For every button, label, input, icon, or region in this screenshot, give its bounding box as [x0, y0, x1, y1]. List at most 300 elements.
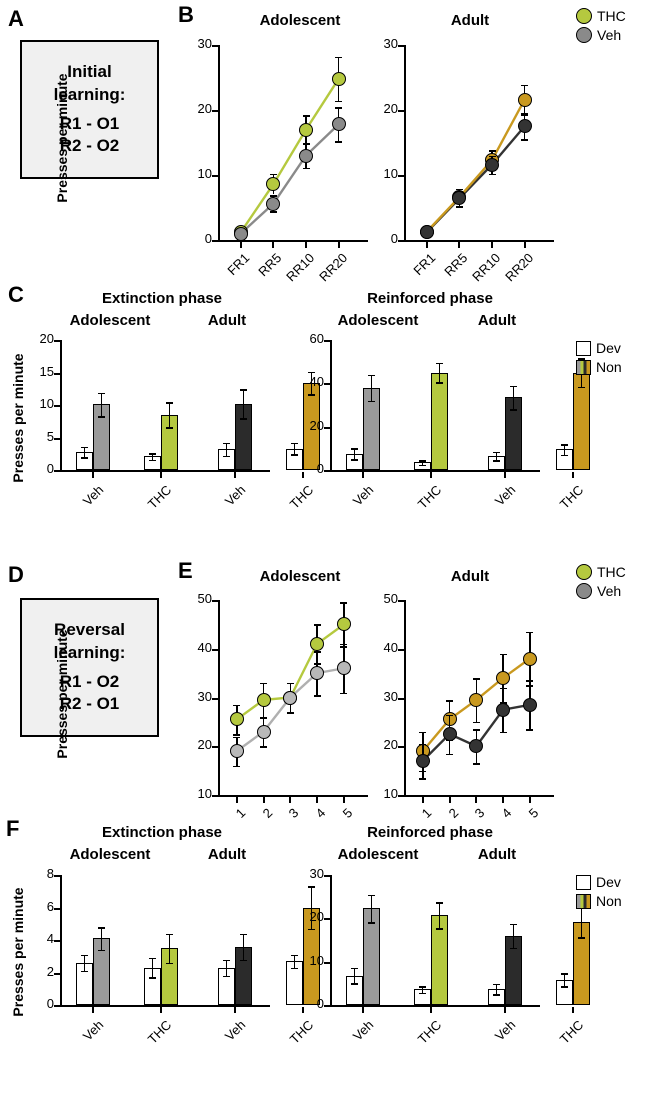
data-point: [337, 661, 351, 675]
x-tick: [475, 797, 477, 803]
y-tick: [54, 405, 60, 407]
y-tick: [212, 45, 218, 47]
x-tick-label: 2: [445, 805, 461, 821]
y-axis: [60, 875, 62, 1007]
x-tick: [305, 242, 307, 248]
x-tick-label: FR1: [224, 250, 253, 279]
x-tick: [92, 472, 94, 478]
error-bar-cap-top: [314, 624, 321, 626]
y-axis: [60, 340, 62, 472]
error-bar-cap-bottom: [473, 722, 480, 724]
data-point: [283, 691, 297, 705]
x-tick-label: RR20: [501, 250, 536, 285]
box-line-4: R2 - O1: [59, 694, 120, 714]
x-tick: [504, 472, 506, 478]
error-bar: [439, 902, 441, 928]
y-tick-label: 20: [197, 737, 212, 753]
error-bar-cap-top: [510, 386, 517, 388]
panel-f-group-adolescent-1: Adolescent: [69, 846, 151, 863]
error-bar-cap-top: [419, 986, 426, 988]
y-tick-label: 40: [383, 639, 398, 655]
legend-label-veh: Veh: [597, 583, 622, 599]
x-tick-label: Veh: [349, 482, 377, 509]
data-point: [523, 652, 537, 666]
x-tick: [289, 797, 291, 803]
error-bar: [371, 375, 373, 401]
y-tick-label: 10: [383, 786, 398, 801]
y-tick: [324, 1005, 330, 1007]
panel-letter-f: F: [6, 816, 20, 841]
x-tick-label: 4: [312, 805, 329, 821]
y-tick: [54, 875, 60, 877]
x-tick-label: Veh: [79, 482, 107, 509]
x-tick: [458, 242, 460, 248]
x-tick: [343, 797, 345, 803]
y-tick-label: 6: [46, 898, 54, 914]
error-bar-cap-bottom: [81, 457, 88, 459]
y-tick-label: 4: [46, 931, 54, 946]
y-tick-label: 40: [309, 374, 324, 390]
y-tick-label: 30: [309, 866, 324, 881]
x-tick-label: Veh: [221, 482, 249, 509]
y-tick: [324, 918, 330, 920]
panel-f-group-adult-2: Adult: [477, 846, 517, 863]
y-tick: [212, 649, 218, 651]
error-bar-cap-bottom: [149, 460, 156, 462]
y-tick: [324, 875, 330, 877]
error-bar-cap-top: [81, 955, 88, 957]
y-tick-label: 30: [383, 36, 398, 51]
error-bar: [101, 927, 103, 950]
error-bar-cap-bottom: [340, 693, 347, 695]
y-tick-label: 5: [46, 428, 54, 444]
error-bar-cap-top: [446, 715, 453, 717]
error-bar-cap-top: [260, 717, 267, 719]
error-bar: [226, 960, 228, 976]
legend-label-thc: THC: [597, 564, 626, 580]
legend-item-thc: [576, 564, 626, 580]
data-point: [266, 177, 280, 191]
legend-dot-thc-icon: [576, 564, 592, 580]
y-tick: [324, 340, 330, 342]
panel-c-group-adult-2: Adult: [477, 312, 517, 329]
data-point: [469, 739, 483, 753]
error-bar-cap-top: [493, 984, 500, 986]
data-point: [469, 693, 483, 707]
x-tick: [430, 472, 432, 478]
y-tick-label: 15: [39, 363, 54, 379]
x-axis: [218, 795, 368, 797]
x-tick: [92, 1007, 94, 1013]
data-point: [299, 123, 313, 137]
legend-dot-veh-icon: [576, 27, 592, 43]
error-bar-cap-top: [368, 375, 375, 377]
x-tick-label: Veh: [491, 1017, 519, 1044]
data-point: [332, 72, 346, 86]
y-tick: [324, 470, 330, 472]
error-bar-cap-bottom: [335, 141, 342, 143]
error-bar: [513, 924, 515, 948]
box-line-4: R2 - O2: [59, 136, 120, 156]
error-bar-cap-bottom: [368, 401, 375, 403]
y-axis: [218, 45, 220, 242]
data-point: [518, 93, 532, 107]
x-tick-label: THC: [414, 482, 445, 512]
panel-f-group-adolescent-2: Adolescent: [337, 846, 419, 863]
x-tick-label: 5: [339, 805, 356, 821]
data-point: [337, 617, 351, 631]
panel-b-legend: [576, 8, 626, 46]
x-tick-label: THC: [414, 1017, 445, 1047]
x-tick: [449, 797, 451, 803]
error-bar-cap-top: [419, 460, 426, 462]
x-tick: [338, 242, 340, 248]
y-tick-label: 0: [46, 461, 54, 476]
data-point: [518, 119, 532, 133]
error-bar-cap-bottom: [526, 729, 533, 731]
error-bar-cap-bottom: [308, 394, 315, 396]
error-bar-cap-top: [260, 683, 267, 685]
y-axis: [218, 600, 220, 797]
data-point: [257, 725, 271, 739]
error-bar: [226, 443, 228, 456]
error-bar: [354, 448, 356, 459]
error-bar: [101, 393, 103, 416]
error-bar-cap-top: [446, 700, 453, 702]
y-tick: [54, 940, 60, 942]
y-axis: [404, 45, 406, 242]
y-tick-label: 50: [197, 591, 212, 606]
x-tick-label: RR10: [283, 250, 318, 285]
y-tick: [54, 1005, 60, 1007]
error-bar-cap-bottom: [419, 778, 426, 780]
legend-item-dev: [576, 874, 622, 890]
error-bar-cap-top: [314, 651, 321, 653]
x-tick-label: 5: [525, 805, 542, 821]
legend-label-veh: Veh: [597, 27, 622, 43]
error-bar-cap-bottom: [368, 922, 375, 924]
y-tick: [54, 340, 60, 342]
legend-swatch-dev-icon: [576, 875, 591, 890]
error-bar-cap-top: [436, 902, 443, 904]
y-tick-label: 20: [309, 909, 324, 925]
y-tick-label: 8: [46, 866, 54, 881]
y-tick-label: 20: [383, 737, 398, 753]
panel-b-title-adolescent: Adolescent: [259, 12, 341, 29]
error-bar-cap-top: [489, 156, 496, 158]
error-bar-cap-bottom: [270, 211, 277, 213]
data-point: [420, 225, 434, 239]
error-bar: [169, 934, 171, 963]
error-bar-cap-bottom: [223, 456, 230, 458]
error-bar: [243, 934, 245, 960]
legend-item-non: [576, 359, 622, 375]
panel-c-group-adolescent-2: Adolescent: [337, 312, 419, 329]
error-bar-cap-top: [500, 654, 507, 656]
legend-dot-thc-icon: [576, 8, 592, 24]
error-bar: [513, 386, 515, 410]
box-line-2: learning:: [53, 84, 126, 104]
panel-f-extinction-title: Extinction phase: [101, 824, 223, 841]
panel-letter-a: A: [8, 6, 24, 31]
error-bar-cap-bottom: [335, 101, 342, 103]
y-tick-label: 0: [316, 996, 324, 1011]
y-tick-label: 10: [309, 952, 324, 968]
y-tick-label: 40: [197, 639, 212, 655]
y-tick: [398, 698, 404, 700]
error-bar: [294, 443, 296, 455]
y-axis: [330, 875, 332, 1007]
panel-c-reinforced-title: Reinforced phase: [367, 290, 493, 307]
y-tick: [54, 470, 60, 472]
error-bar-cap-top: [287, 683, 294, 685]
y-tick-label: 20: [383, 101, 398, 116]
data-point: [310, 637, 324, 651]
y-tick: [212, 110, 218, 112]
bar: [431, 373, 448, 471]
x-tick: [236, 797, 238, 803]
error-bar-cap-bottom: [473, 763, 480, 765]
error-bar: [243, 389, 245, 418]
y-tick: [54, 373, 60, 375]
error-bar-cap-top: [561, 444, 568, 446]
x-tick-label: Veh: [79, 1017, 107, 1044]
error-bar-cap-top: [223, 443, 230, 445]
legend-swatch-dev-icon: [576, 341, 591, 356]
error-bar-cap-top: [308, 886, 315, 888]
x-tick: [362, 472, 364, 478]
data-point: [416, 754, 430, 768]
error-bar-cap-bottom: [98, 950, 105, 952]
x-tick: [572, 1007, 574, 1013]
error-bar-cap-bottom: [233, 766, 240, 768]
legend-item-veh: [576, 583, 626, 599]
error-bar-cap-bottom: [446, 754, 453, 756]
error-bar-cap-top: [340, 644, 347, 646]
panel-c-legend: [576, 340, 622, 378]
data-point: [266, 197, 280, 211]
x-tick: [572, 472, 574, 478]
x-tick: [240, 242, 242, 248]
error-bar: [169, 402, 171, 427]
error-bar-cap-bottom: [489, 174, 496, 176]
data-point: [452, 191, 466, 205]
x-tick: [422, 797, 424, 803]
x-tick: [272, 242, 274, 248]
legend-label-dev: Dev: [596, 874, 621, 890]
error-bar-cap-top: [240, 389, 247, 391]
x-tick-label: 3: [285, 805, 302, 821]
data-point: [485, 158, 499, 172]
error-bar-cap-top: [561, 973, 568, 975]
error-bar-cap-top: [510, 924, 517, 926]
error-bar-cap-top: [473, 678, 480, 680]
x-tick-label: RR10: [469, 250, 504, 285]
error-bar-cap-top: [351, 968, 358, 970]
error-bar-cap-top: [521, 113, 528, 115]
error-bar-cap-top: [521, 85, 528, 87]
box-line-1: Reversal: [54, 619, 125, 639]
error-bar-cap-top: [473, 729, 480, 731]
legend-item-veh: [576, 27, 626, 43]
error-bar-cap-top: [291, 443, 298, 445]
error-bar: [371, 895, 373, 923]
y-tick-label: 0: [316, 461, 324, 476]
y-axis: [330, 340, 332, 472]
x-tick: [524, 242, 526, 248]
error-bar-cap-bottom: [578, 937, 585, 939]
data-point: [230, 712, 244, 726]
y-tick-label: 30: [197, 688, 212, 704]
y-tick: [398, 649, 404, 651]
x-tick: [160, 1007, 162, 1013]
legend-label-dev: Dev: [596, 340, 621, 356]
error-bar-cap-top: [166, 402, 173, 404]
panel-e-legend: [576, 564, 626, 602]
x-tick-label: FR1: [410, 250, 439, 279]
y-tick: [324, 383, 330, 385]
x-tick: [426, 242, 428, 248]
error-bar-cap-bottom: [493, 460, 500, 462]
y-tick: [398, 600, 404, 602]
x-tick: [529, 797, 531, 803]
x-tick-label: RR20: [315, 250, 350, 285]
error-bar-cap-top: [303, 143, 310, 145]
error-bar-cap-bottom: [314, 695, 321, 697]
error-bar-cap-top: [98, 927, 105, 929]
y-tick: [212, 746, 218, 748]
y-tick: [212, 698, 218, 700]
data-point: [230, 744, 244, 758]
box-line-2: learning:: [53, 642, 126, 662]
x-tick-label: Veh: [221, 1017, 249, 1044]
x-tick-label: 4: [498, 805, 515, 821]
x-tick: [430, 1007, 432, 1013]
error-bar-cap-top: [166, 934, 173, 936]
error-bar-cap-bottom: [456, 206, 463, 208]
panel-b-ylabel: Presses per minute: [54, 73, 70, 203]
panel-c-extinction-title: Extinction phase: [101, 290, 223, 307]
legend-item-thc: [576, 8, 626, 24]
panel-f-reinforced-title: Reinforced phase: [367, 824, 493, 841]
x-tick: [502, 797, 504, 803]
error-bar-cap-top: [240, 934, 247, 936]
initial-learning-box: [20, 40, 159, 179]
error-bar-cap-bottom: [233, 734, 240, 736]
error-bar-cap-bottom: [351, 459, 358, 461]
x-tick-label: THC: [556, 482, 587, 512]
error-bar-cap-top: [526, 632, 533, 634]
panel-c-group-adult-1: Adult: [207, 312, 247, 329]
legend-label-thc: THC: [597, 8, 626, 24]
error-bar-cap-top: [351, 448, 358, 450]
error-bar-cap-bottom: [436, 382, 443, 384]
panel-letter-e: E: [178, 558, 193, 583]
error-bar-cap-bottom: [291, 968, 298, 970]
error-bar: [564, 973, 566, 986]
error-bar-cap-bottom: [561, 986, 568, 988]
y-tick: [54, 438, 60, 440]
error-bar-cap-bottom: [578, 387, 585, 389]
x-axis: [404, 795, 554, 797]
y-tick-label: 30: [383, 688, 398, 704]
x-tick-label: 1: [232, 805, 249, 821]
y-tick-label: 50: [383, 591, 398, 606]
y-tick: [398, 175, 404, 177]
error-bar-cap-bottom: [81, 971, 88, 973]
y-axis: [404, 600, 406, 797]
x-tick-label: THC: [556, 1017, 587, 1047]
x-tick-label: THC: [144, 482, 175, 512]
y-tick: [398, 795, 404, 797]
error-bar-cap-bottom: [521, 139, 528, 141]
x-tick: [160, 472, 162, 478]
y-tick-label: 20: [309, 417, 324, 433]
y-tick: [398, 110, 404, 112]
error-bar-cap-bottom: [287, 712, 294, 714]
x-tick-label: Veh: [349, 1017, 377, 1044]
box-line-1: Initial: [67, 61, 112, 81]
data-point: [496, 703, 510, 717]
y-tick: [54, 908, 60, 910]
panel-e-title-adolescent: Adolescent: [259, 568, 341, 585]
panel-c-ylabel: Presses per minute: [10, 353, 26, 483]
y-tick: [324, 427, 330, 429]
x-tick-label: RR5: [441, 250, 471, 280]
error-bar-cap-bottom: [303, 168, 310, 170]
panel-e-title-adult: Adult: [450, 568, 490, 585]
x-tick-label: 2: [259, 805, 275, 821]
y-tick-label: 10: [197, 786, 212, 801]
data-point: [234, 227, 248, 241]
error-bar-cap-bottom: [223, 976, 230, 978]
error-bar-cap-top: [233, 705, 240, 707]
x-tick: [362, 1007, 364, 1013]
panel-e-ylabel: Presses per minute: [54, 629, 70, 759]
y-tick-label: 10: [197, 166, 212, 181]
error-bar-cap-bottom: [510, 948, 517, 950]
error-bar-cap-bottom: [510, 409, 517, 411]
legend-swatch-non-icon: [576, 360, 591, 375]
error-bar-cap-top: [526, 680, 533, 682]
error-bar-cap-top: [270, 174, 277, 176]
error-bar-cap-bottom: [166, 427, 173, 429]
error-bar-cap-top: [149, 453, 156, 455]
error-bar-cap-top: [223, 960, 230, 962]
panel-letter-d: D: [8, 562, 24, 587]
x-tick: [504, 1007, 506, 1013]
error-bar-cap-bottom: [240, 418, 247, 420]
legend-label-non: Non: [596, 359, 622, 375]
y-tick-label: 2: [46, 963, 54, 979]
error-bar-cap-top: [489, 150, 496, 152]
x-tick: [263, 797, 265, 803]
y-tick-label: 20: [39, 331, 54, 346]
error-bar-cap-top: [149, 958, 156, 960]
y-tick-label: 0: [204, 231, 212, 246]
y-tick-label: 10: [39, 396, 54, 411]
panel-f-group-adult-1: Adult: [207, 846, 247, 863]
x-tick-label: RR5: [255, 250, 285, 280]
error-bar-cap-top: [340, 602, 347, 604]
data-point: [443, 727, 457, 741]
y-tick: [398, 45, 404, 47]
y-tick: [212, 175, 218, 177]
x-tick-label: THC: [286, 482, 317, 512]
error-bar-cap-bottom: [419, 993, 426, 995]
error-bar: [84, 955, 86, 971]
data-point: [257, 693, 271, 707]
